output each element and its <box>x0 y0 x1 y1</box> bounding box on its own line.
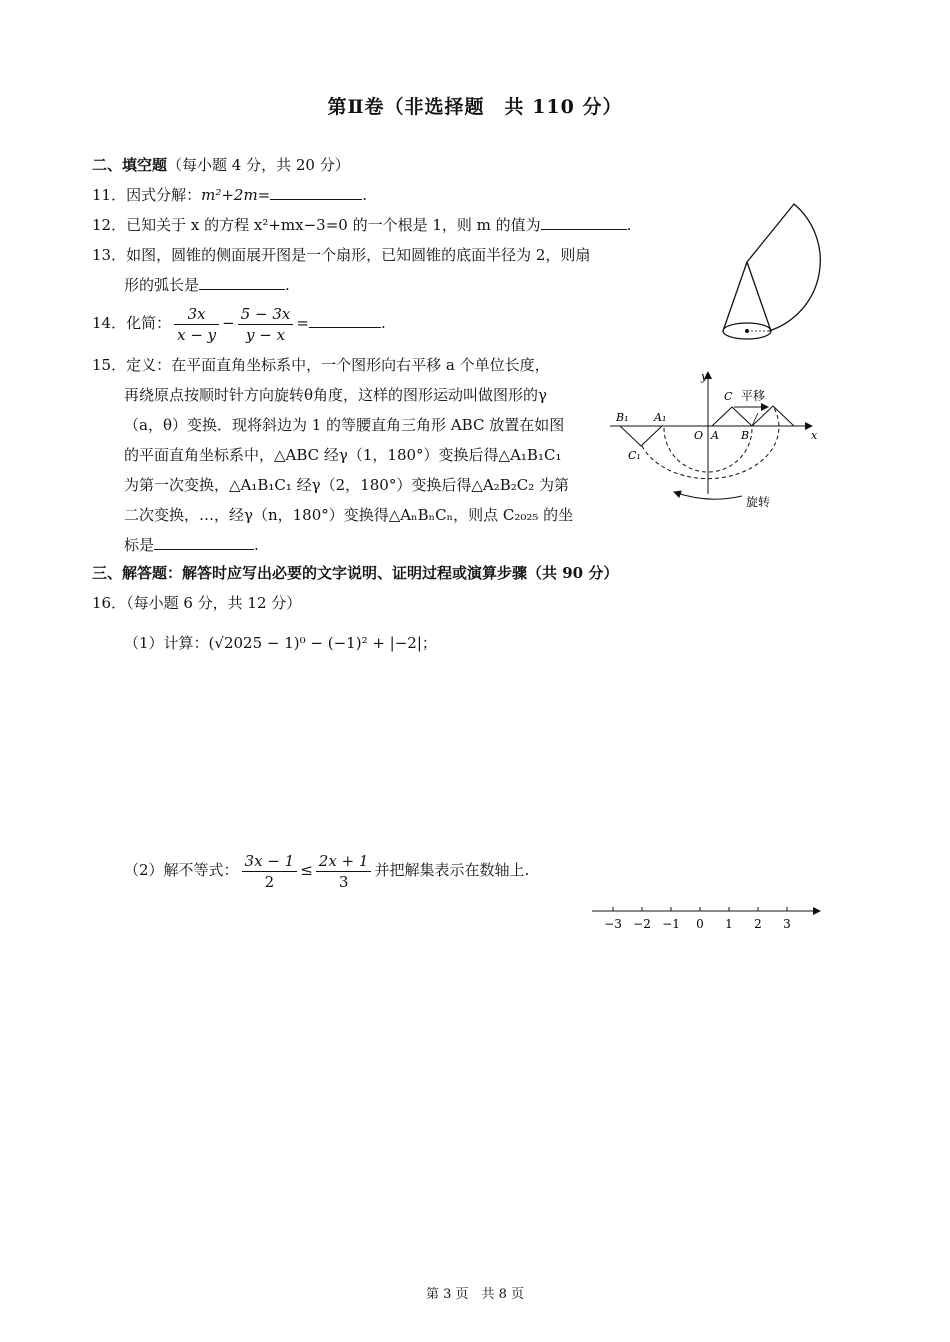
q15-line-1: 15．定义：在平面直角坐标系中，一个图形向右平移 a 个单位长度， <box>92 356 550 374</box>
page-title: 第Ⅱ卷（非选择题 共 110 分） <box>327 96 623 118</box>
section2-note: （每小题 4 分，共 20 分） <box>167 156 350 174</box>
triangle-abc <box>712 407 752 426</box>
number-line-tick-label: 0 <box>696 917 704 931</box>
helper-segment <box>752 413 758 426</box>
q16-p1-label: （1）计算： <box>124 634 209 652</box>
q15-line-2: 再绕原点按顺时针方向旋转θ角度，这样的图形运动叫做图形的γ <box>124 386 547 404</box>
number-line-tick-label: 2 <box>754 917 762 931</box>
q11-expression: m²+2m= <box>201 186 271 204</box>
page-footer: 第 3 页 共 8 页 <box>425 1287 525 1302</box>
section2-header <box>92 154 350 176</box>
q14-equals: = <box>296 314 309 332</box>
section2-heading: 二、填空题 <box>92 156 168 174</box>
number-line-tick-label: −3 <box>604 917 622 931</box>
q13-answer-blank[interactable] <box>199 275 285 290</box>
q15-answer-blank[interactable] <box>154 535 254 550</box>
q14-number: 14． <box>92 314 127 332</box>
q11-answer-blank[interactable] <box>270 185 362 200</box>
number-line-tick-label: 3 <box>783 917 791 931</box>
translated-triangle <box>752 406 794 426</box>
question-13-line2 <box>124 274 290 296</box>
cone-left-edge <box>723 262 747 331</box>
triangle-a1b1c1 <box>620 426 662 446</box>
q11-text: 因式分解： <box>126 186 202 204</box>
q12-text: 已知关于 x 的方程 x²+mx−3=0 的一个根是 1，则 m 的值为 <box>126 216 541 234</box>
q13-text1: 如图，圆锥的侧面展开图是一个扇形，已知圆锥的底面半径为 2，则扇 <box>126 246 591 264</box>
q14-fraction-2: $\frac{5 - 3x}{y - x}$ <box>238 304 294 345</box>
q15-line-6: 二次变换，…，经γ（n，180°）变换得△AₙBₙCₙ，则点 C₂₀₂₅ 的坐 <box>124 506 574 524</box>
q15-line-5: 为第一次变换，△A₁B₁C₁ 经γ（2，180°）变换后得△A₂B₂C₂ 为第 <box>124 476 569 494</box>
q12-end: . <box>626 216 632 234</box>
origin-label: O <box>694 429 704 442</box>
q13-text2: 形的弧长是 <box>124 276 200 294</box>
q15-line-3: （a，θ）变换．现将斜边为 1 的等腰直角三角形 ABC 放置在如图 <box>124 416 565 434</box>
q16-p2-label: （2）解不等式： <box>124 861 239 879</box>
q16-p2-fraction-2: $\frac{2x + 1}{3}$ <box>316 851 372 892</box>
rotate-label: 旋转 <box>746 495 771 509</box>
q13-end: . <box>285 276 290 294</box>
question-13-line1 <box>92 244 590 266</box>
q15-line-4: 的平面直角坐标系中，△ABC 经γ（1，180°）变换后得△A₁B₁C₁ <box>124 446 562 464</box>
q12-answer-blank[interactable] <box>541 215 627 230</box>
q14-end: . <box>380 314 386 332</box>
cone-base-center <box>745 329 749 333</box>
q16-p1-expression: (√2025 − 1)⁰ − (−1)² + |−2|； <box>208 634 437 652</box>
q16-p2-tail: 并把解集表示在数轴上. <box>374 861 530 879</box>
question-14 <box>92 302 386 345</box>
cone-right-edge <box>747 262 771 331</box>
q14-answer-blank[interactable] <box>309 313 381 328</box>
point-b1-label: B₁ <box>616 411 629 424</box>
sector-outline <box>747 204 820 331</box>
q14-text: 化简： <box>126 314 172 332</box>
q15-line-7 <box>124 534 259 556</box>
section3-heading: 三、解答题：解答时应写出必要的文字说明、证明过程或演算步骤（共 90 分） <box>92 564 619 582</box>
number-line <box>590 900 826 934</box>
q15-end: . <box>254 536 259 554</box>
cone-sector-figure <box>715 200 827 345</box>
point-a1-label: A₁ <box>654 411 667 424</box>
q15-number: 15． <box>92 356 127 374</box>
number-line-tick-label: −1 <box>662 917 680 931</box>
q16-part1 <box>124 632 437 654</box>
question-12 <box>92 214 631 236</box>
q16-part2 <box>124 849 529 892</box>
y-label: y <box>701 370 708 383</box>
translate-label: 平移 <box>741 389 766 403</box>
q13-number: 13． <box>92 246 127 264</box>
q16-header: 16．（每小题 6 分，共 12 分） <box>92 594 302 612</box>
q12-number: 12． <box>92 216 127 234</box>
number-line-tick-label: −2 <box>633 917 651 931</box>
q15-last-text: 标是 <box>124 536 155 554</box>
point-c-label: C <box>724 390 733 403</box>
x-label: x <box>811 429 818 442</box>
q14-minus: − <box>222 314 235 332</box>
transformation-figure <box>608 366 823 514</box>
point-c1-label: C₁ <box>628 449 641 462</box>
q16-p2-fraction-1: $\frac{3x - 1}{2}$ <box>242 851 298 892</box>
point-b-label: B <box>741 429 750 442</box>
number-line-tick-label: 1 <box>725 917 733 931</box>
question-11 <box>92 184 367 206</box>
q11-end: . <box>362 186 368 204</box>
point-a-label: A <box>711 429 719 442</box>
q16-p2-leq: ≤ <box>300 861 313 879</box>
q11-number: 11． <box>92 186 127 204</box>
q14-fraction-1: $\frac{3x}{x - y}$ <box>174 304 219 345</box>
